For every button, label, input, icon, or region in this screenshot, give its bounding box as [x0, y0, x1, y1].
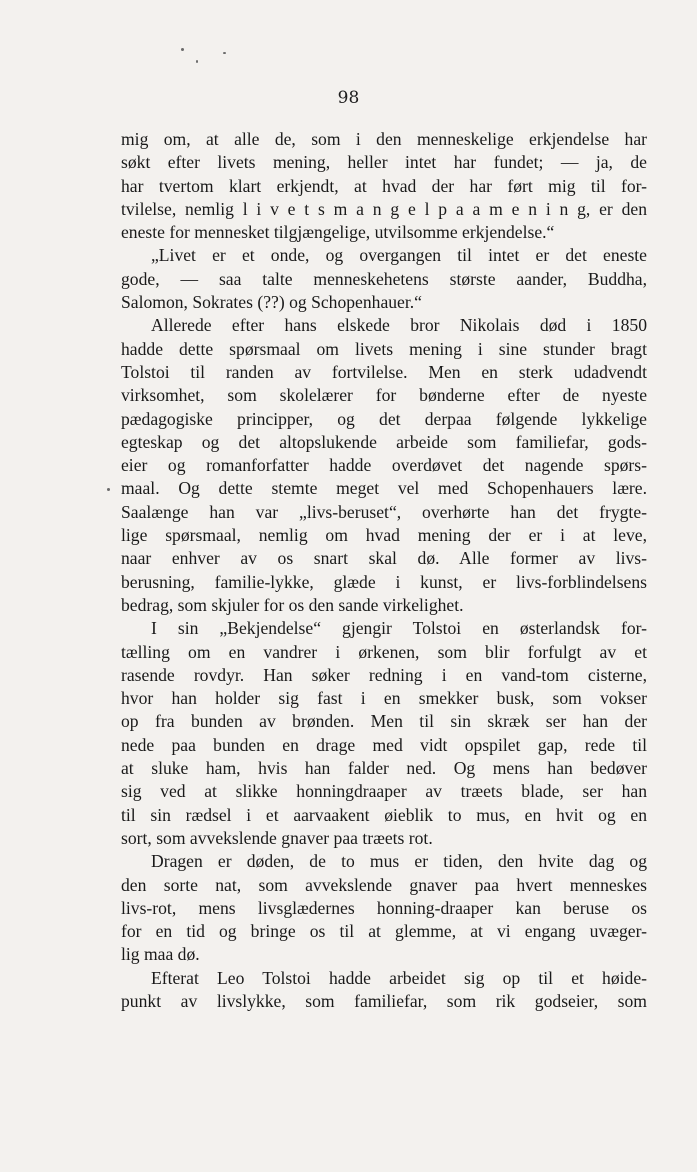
text-line: pædagogiske principper, og det derpaa følgende lykkelige: [121, 408, 647, 429]
print-speck: [181, 48, 184, 51]
text-line: punkt av livslykke, som familiefar, som rik godseier, som: [121, 990, 647, 1011]
text-line: maal. Og dette stemte meget vel med Schopenhauers lære.: [121, 478, 647, 499]
text-line: op fra bunden av brønden. Men til sin skræk ser han der: [121, 711, 647, 732]
text-line: berusning, familie-lykke, glæde i kunst, er livs-forblindelsens: [121, 571, 647, 592]
text-line: hadde dette spørsmaal om livets mening i sine stunder bragt: [121, 338, 647, 359]
text-line: egteskap og det altopslukende arbeide som familiefar, gods-: [121, 431, 647, 452]
body-text: [121, 128, 647, 1013]
text-line: eier og romanforfatter hadde overdøvet det nagende spørs-: [121, 455, 647, 476]
text-line: hvor han holder sig fast i en smekker busk, som vokser: [121, 688, 647, 709]
print-speck: [107, 488, 110, 491]
text-line: tælling om en vandrer i ørkenen, som blir forfulgt av et: [121, 641, 647, 662]
text-line: Salomon, Sokrates (??) og Schopenhauer.“: [121, 292, 422, 313]
text-line: I sin „Bekjendelse“ gjengir Tolstoi en østerlandsk for-: [151, 618, 647, 639]
text-line: Saalænge han var „livs-beruset“, overhørte han det frygte-: [121, 501, 647, 522]
text-line: gode, — saa talte menneskehetens største aander, Buddha,: [121, 268, 647, 289]
text-line: lig maa dø.: [121, 944, 200, 965]
print-speck: [196, 60, 198, 63]
text-line: sort, som avvekslende gnaver paa træets rot.: [121, 827, 433, 848]
text-line: tvilelse, nemlig l i v e t s m a n g e l p a a m e n i n g, er den: [121, 198, 647, 219]
text-line: til sin rædsel i et aarvaakent øieblik to mus, en hvit og en: [121, 804, 647, 825]
text-line: rasende rovdyr. Han søker redning i en vand-tom cisterne,: [121, 664, 647, 685]
text-line: for en tid og bringe os til at glemme, at vi engang uvæger-: [121, 921, 647, 942]
text-line: Tolstoi til randen av fortvilelse. Men en sterk udadvendt: [121, 361, 647, 382]
text-line: eneste for mennesket tilgjængelige, utvilsomme erkjendelse.“: [121, 222, 555, 243]
text-line: „Livet er et onde, og overgangen til intet er det eneste: [151, 245, 647, 266]
text-line: virksomhet, som skolelærer for bønderne efter de nyeste: [121, 385, 647, 406]
text-line: Efterat Leo Tolstoi hadde arbeidet sig op til et høide-: [151, 967, 647, 988]
text-line: naar enhver av os snart skal dø. Alle former av livs-: [121, 548, 647, 569]
text-line: mig om, at alle de, som i den menneskelige erkjendelse har: [121, 129, 647, 149]
text-line: at sluke ham, hvis han falder ned. Og mens han bedøver: [121, 758, 647, 779]
page-number: 98: [337, 88, 360, 108]
text-line: bedrag, som skjuler for os den sande virkelighet.: [121, 594, 464, 615]
text-line: søkt efter livets mening, heller intet har fundet; — ja, de: [121, 152, 647, 173]
text-line: lige spørsmaal, nemlig om hvad mening der er i at leve,: [121, 525, 647, 546]
text-line: har tvertom klart erkjendt, at hvad der har ført mig til for-: [121, 175, 647, 196]
text-line: livs-rot, mens livsglædernes honning-draaper kan beruse os: [121, 897, 647, 918]
text-line: den sorte nat, som avvekslende gnaver paa hvert menneskes: [121, 874, 647, 895]
print-speck: [223, 52, 226, 54]
text-line: nede paa bunden en drage med vidt opspilet gap, rede til: [121, 734, 647, 755]
text-line: Allerede efter hans elskede bror Nikolais død i 1850: [151, 315, 647, 336]
text-line: sig ved at slikke honningdraaper av træets blade, ser han: [121, 781, 647, 802]
text-line: Dragen er døden, de to mus er tiden, den hvite dag og: [151, 851, 647, 872]
